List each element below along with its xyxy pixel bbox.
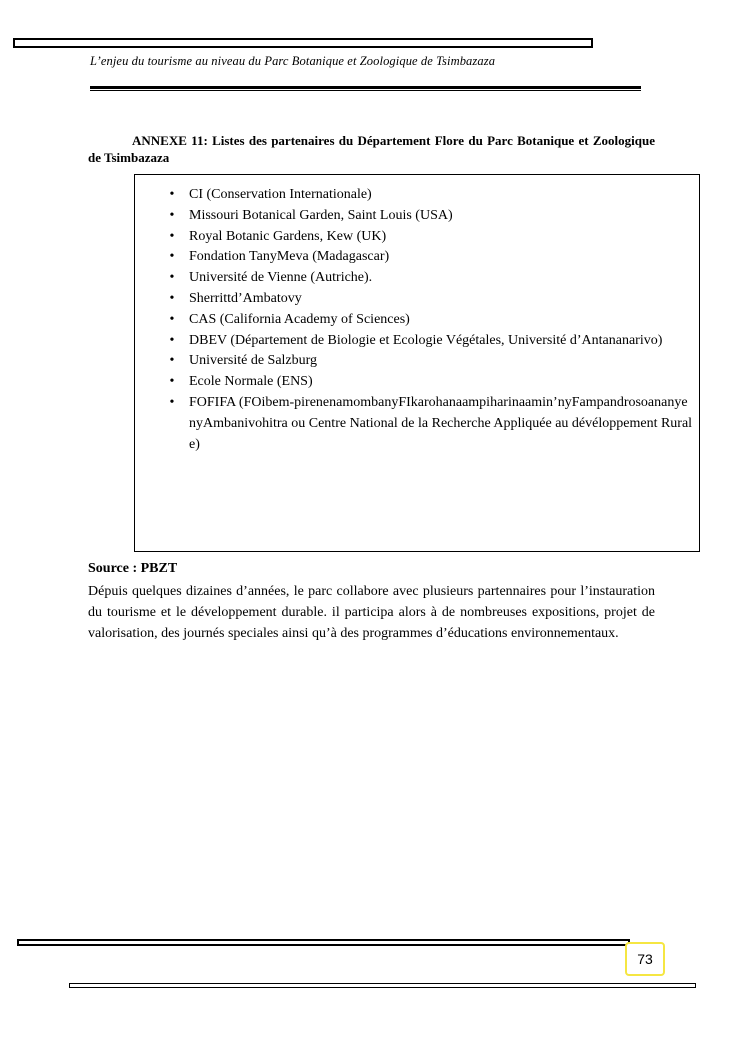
partner-name: Missouri Botanical Garden, Saint Louis (USA) (189, 207, 453, 223)
bullet-icon: • (169, 187, 175, 202)
header-rule-thick (90, 86, 641, 89)
bullet-icon: • (169, 290, 175, 306)
bullet-icon: • (169, 374, 175, 390)
header-rule-thin (90, 90, 641, 91)
list-item (165, 351, 693, 372)
running-header-title: L’enjeu du tourisme au niveau du Parc Botanique et Zoologique de Tsimbazaza (90, 54, 496, 68)
bullet-icon: • (169, 270, 175, 286)
partner-name: FOFIFA (FOibem-pirenenamombanyFIkarohanaampiharinaamin’nyFampandrosoananyenyAmbanivohitra ou Centre National de la Recherche Appliquée au dévéloppement Rurale) (189, 394, 693, 452)
partner-name: Royal Botanic Gardens, Kew (UK) (189, 228, 387, 244)
bullet-icon: • (169, 228, 175, 244)
partner-name: Sherrittd’Ambatovy (189, 290, 302, 306)
bullet-icon: • (169, 353, 175, 369)
annex-title: ANNEXE 11: Listes des partenaires du Département Flore du Parc Botanique et Zoologique de Tsimbazaza (88, 133, 655, 165)
partner-name: Université de Vienne (Autriche). (189, 270, 373, 286)
list-item (165, 185, 693, 206)
partner-name: DBEV (Département de Biologie et Ecologie Végétales, Université d’Antananarivo) (189, 332, 663, 348)
page-number: 73 (625, 942, 665, 976)
list-item (165, 372, 693, 393)
list-item (165, 268, 693, 289)
bullet-icon: • (169, 249, 175, 265)
list-item (165, 331, 693, 352)
footer-bottom-rule (69, 983, 696, 988)
partner-name: Ecole Normale (ENS) (189, 374, 313, 390)
body-paragraph: Dépuis quelques dizaines d’années, le parc collabore avec plusieurs partennaires pour l’instauration du tourisme et le développement durable. il participa alors à de nombreuses expositions, projet de valorisation, des journés speciales ainsi qu’à des programmes d’éducations environnementaux. (88, 584, 655, 641)
list-item (165, 227, 693, 248)
list-item (165, 310, 693, 331)
bullet-icon: • (169, 207, 175, 223)
partner-name: CAS (California Academy of Sciences) (189, 311, 410, 327)
list-item (165, 289, 693, 310)
bullet-icon: • (169, 311, 175, 327)
partners-box (134, 174, 700, 552)
header-top-bar (13, 38, 593, 48)
list-item (165, 393, 693, 455)
partner-name: Université de Salzburg (189, 353, 318, 369)
partners-list (165, 185, 693, 455)
partner-name: Fondation TanyMeva (Madagascar) (189, 249, 390, 265)
list-item (165, 206, 693, 227)
bullet-icon: • (169, 332, 175, 348)
footer-bar (17, 939, 630, 946)
partner-name: CI (Conservation Internationale) (189, 187, 372, 202)
bullet-icon: • (169, 394, 175, 410)
source-label: Source : PBZT (88, 561, 178, 576)
list-item (165, 247, 693, 268)
